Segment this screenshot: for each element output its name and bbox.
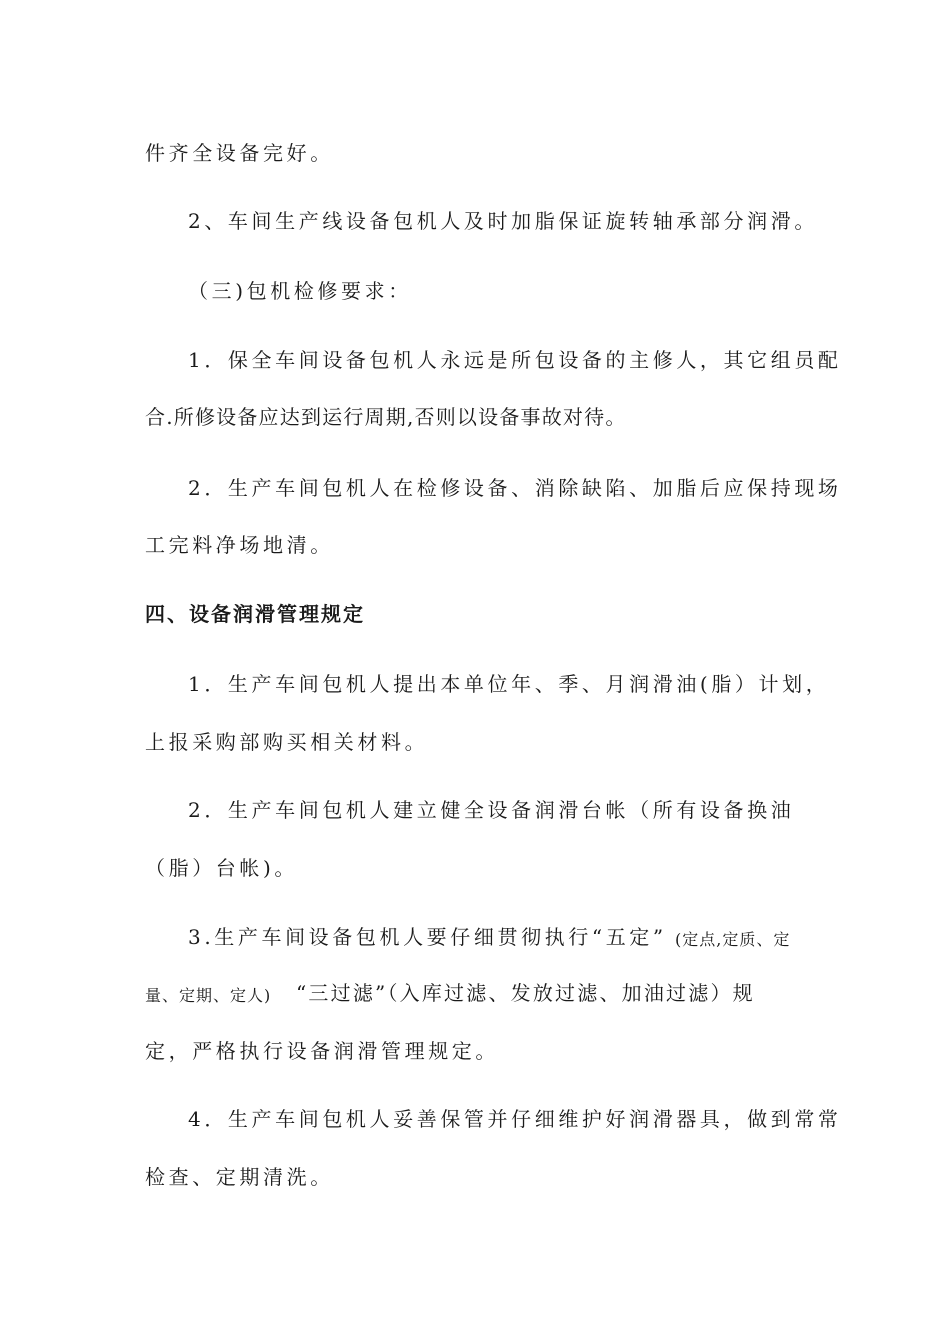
- paragraph-line: （脂）台帐)。: [145, 856, 299, 880]
- paragraph-line: 上报采购部购买相关材料。: [145, 730, 429, 754]
- paragraph-line: 工完料净场地清。: [145, 533, 334, 557]
- paragraph-line: 2．生产车间包机人建立健全设备润滑台帐（所有设备换油: [188, 798, 795, 822]
- section-subheading: （三)包机检修要求：: [188, 279, 412, 303]
- paragraph-line: 1．生产车间包机人提出本单位年、季、月润滑油(脂）计划，: [188, 672, 830, 696]
- paragraph-line: 检查、定期清洗。: [145, 1165, 334, 1189]
- paragraph-line: 4．生产车间包机人妥善保管并仔细维护好润滑器具，做到常常: [188, 1107, 842, 1131]
- paragraph-line: 合.所修设备应达到运行周期,否则以设备事故对待。: [145, 405, 627, 429]
- paragraph-line: “三过滤”（入库过滤、发放过滤、加油过滤）规: [296, 981, 755, 1005]
- paragraph-line: 2．生产车间包机人在检修设备、消除缺陷、加脂后应保持现场: [188, 476, 842, 500]
- paragraph-line: 1．保全车间设备包机人永远是所包设备的主修人，其它组员配: [188, 348, 842, 372]
- paragraph-line: 2、车间生产线设备包机人及时加脂保证旋转轴承部分润滑。: [188, 209, 818, 233]
- paragraph-line-small: 量、定期、定人): [145, 986, 272, 1005]
- paragraph-line-small: (定点,定质、定: [675, 930, 791, 949]
- section-heading: 四、设备润滑管理规定: [145, 602, 365, 626]
- paragraph-line: 3.生产车间设备包机人要仔细贯彻执行“五定”: [188, 925, 667, 949]
- paragraph-line: 件齐全设备完好。: [145, 141, 334, 165]
- paragraph-line: 定，严格执行设备润滑管理规定。: [145, 1039, 499, 1063]
